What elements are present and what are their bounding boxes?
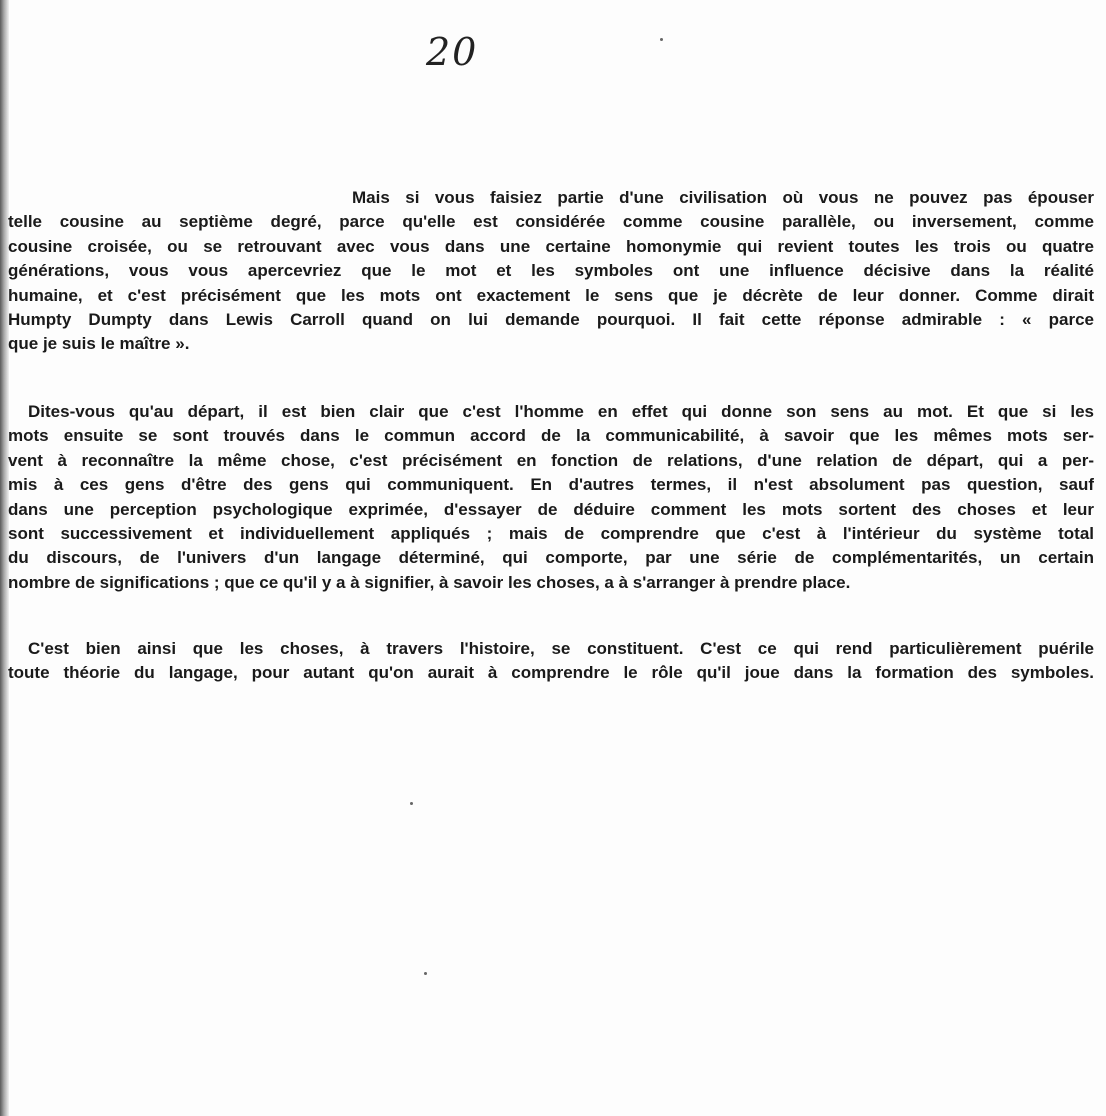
text-line: humaine, et c'est précisément que les mots ont exactement le sens que je décrète de leur donner. Comme dirait [8, 285, 1094, 305]
paragraph-2 [8, 400, 1094, 595]
text-line: Humpty Dumpty dans Lewis Carroll quand on lui demande pourquoi. Il fait cette réponse admirable : « parce [8, 309, 1094, 329]
text-line: sont successivement et individuellement appliqués ; mais de comprendre que c'est à l'intérieur du système total [8, 523, 1094, 543]
text-line: du discours, de l'univers d'un langage déterminé, qui comporte, par une série de complémentarités, un certain [8, 548, 1094, 568]
text-line: générations, vous vous apercevriez que le mot et les symboles ont une influence décisive dans la réalité [8, 261, 1094, 281]
text-line: cousine croisée, ou se retrouvant avec vous dans une certaine homonymie qui revient toutes les trois ou quatre [8, 236, 1094, 256]
text-line: mots ensuite se sont trouvés dans le commun accord de la communicabilité, à savoir que les mêmes mots ser- [8, 426, 1094, 446]
text-line: C'est bien ainsi que les choses, à travers l'histoire, se constituent. C'est ce qui rend particulièrement puérile [28, 639, 1094, 658]
paragraph-3 [8, 637, 1094, 686]
text-line: vent à reconnaître la même chose, c'est précisément en fonction de relations, d'une relation de départ, qui a per- [8, 450, 1094, 470]
text-line: toute théorie du langage, pour autant qu'on aurait à comprendre le rôle qu'il joue dans la formation des symboles. [8, 663, 1094, 683]
scan-speck [660, 38, 663, 41]
scan-speck [410, 802, 413, 805]
text-line: nombre de significations ; que ce qu'il y a à signifier, à savoir les choses, a à s'arranger à prendre place. [8, 572, 851, 592]
text-line: Dites-vous qu'au départ, il est bien clair que c'est l'homme en effet qui donne son sens au mot. Et que si les [28, 402, 1094, 421]
paragraph-1 [8, 186, 1094, 357]
text-line: telle cousine au septième degré, parce qu'elle est considérée comme cousine parallèle, ou inversement, comme [8, 212, 1094, 232]
text-line: Mais si vous faisiez partie d'une civilisation où vous ne pouvez pas épouser [352, 188, 1094, 207]
text-line: dans une perception psychologique exprimée, d'essayer de déduire comment les mots sortent des choses et leur [8, 499, 1094, 519]
text-line: mis à ces gens d'être des gens qui communiquent. En d'autres termes, il n'est absolument pas question, sauf [8, 475, 1094, 495]
scan-speck [424, 972, 427, 975]
page-number: 20 [426, 30, 479, 74]
text-line: que je suis le maître ». [8, 334, 190, 354]
